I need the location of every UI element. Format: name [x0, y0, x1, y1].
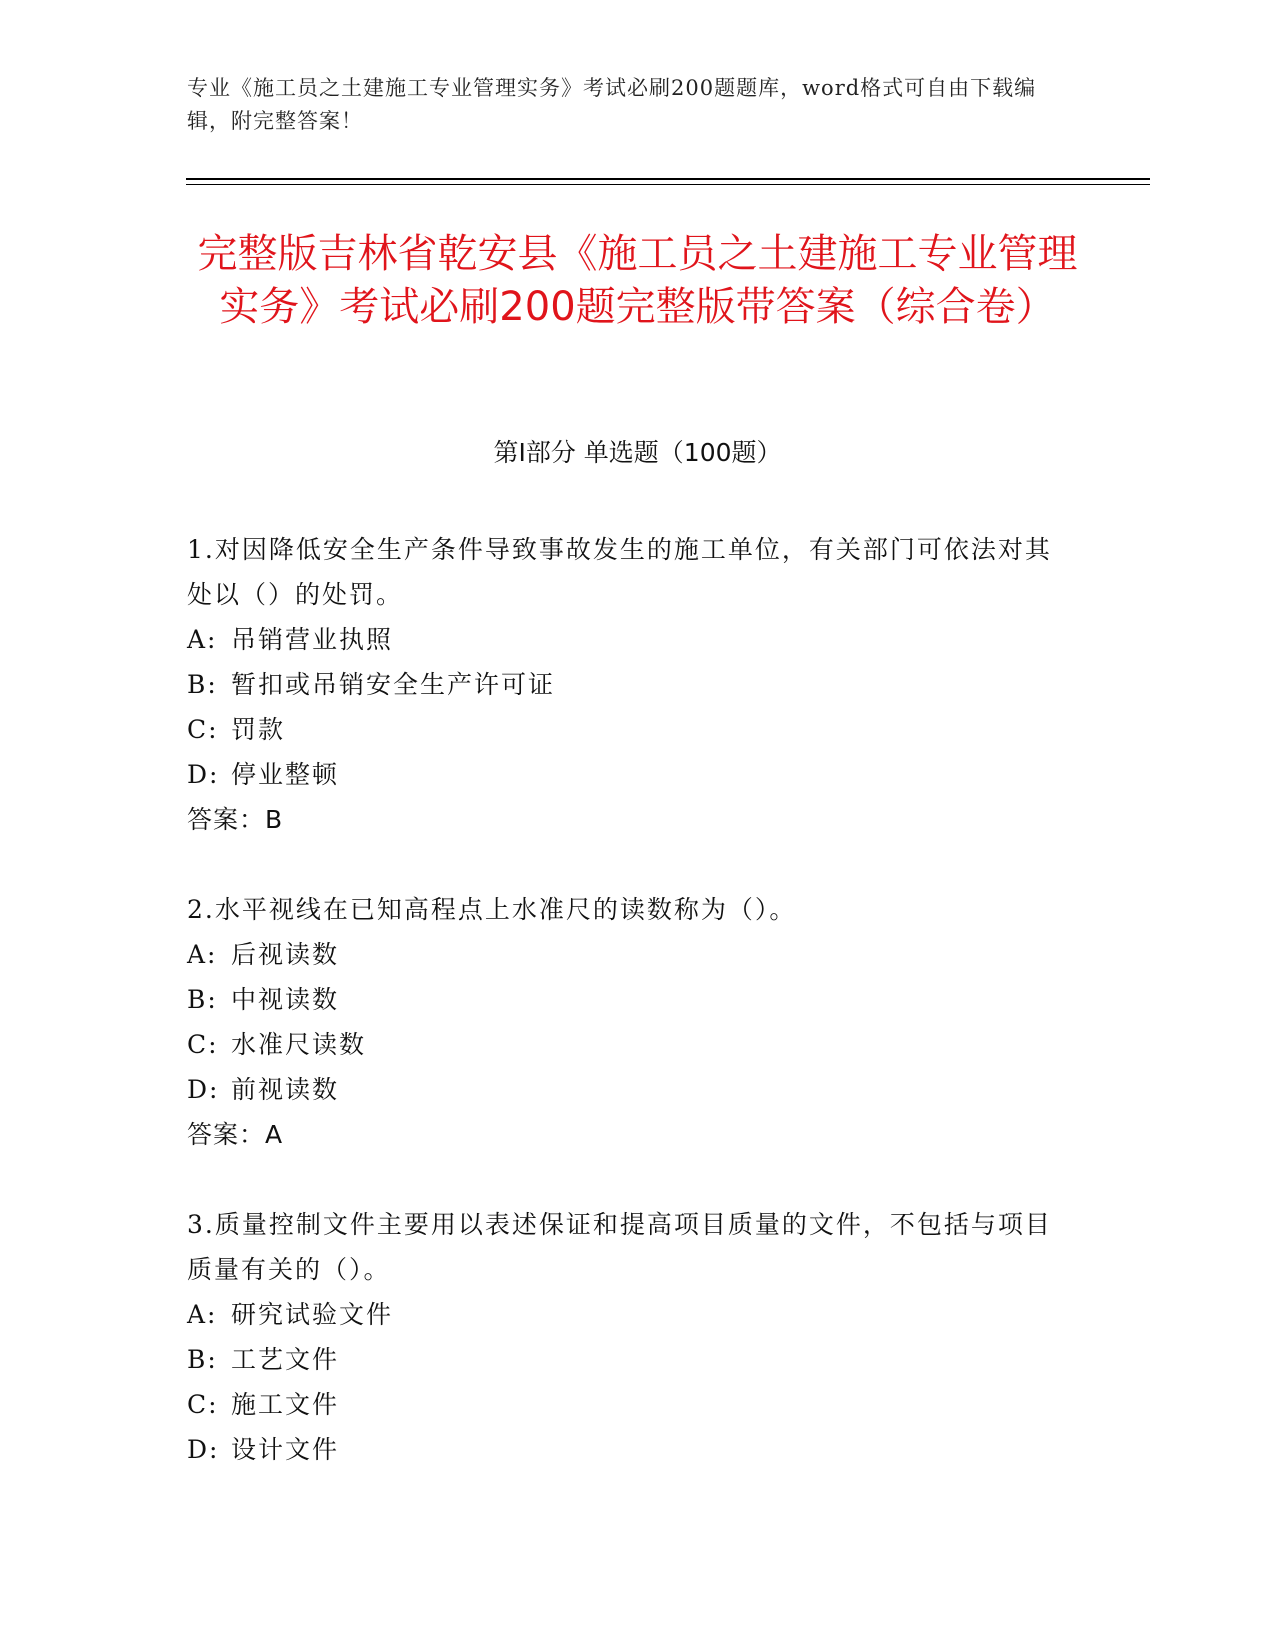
option-c [187, 707, 1067, 752]
answer-line: 答案：A [187, 1120, 284, 1149]
option-key: D: [187, 760, 220, 789]
option-d [187, 752, 1067, 797]
option-text: 后视读数 [231, 940, 340, 969]
option-a [187, 932, 1067, 977]
question-2 [187, 887, 1067, 1157]
option-b [187, 977, 1067, 1022]
option-d [187, 1427, 1067, 1472]
question-text: 2.水平视线在已知高程点上水准尺的读数称为（）。 [187, 895, 797, 924]
option-text: 吊销营业执照 [231, 625, 394, 654]
header-note: 专业《施工员之土建施工专业管理实务》考试必刷200题题库，word格式可自由下载编辑，附完整答案！ [187, 76, 1037, 133]
option-d [187, 1067, 1067, 1112]
option-key: A: [187, 1300, 218, 1329]
option-text: 暂扣或吊销安全生产许可证 [231, 670, 556, 699]
option-text: 设计文件 [231, 1435, 340, 1464]
option-c [187, 1022, 1067, 1067]
question-1 [187, 527, 1067, 842]
option-key: A: [187, 940, 218, 969]
option-text: 前视读数 [231, 1075, 340, 1104]
option-key: D: [187, 1075, 220, 1104]
option-key: B: [187, 670, 218, 699]
header-rule-thick [186, 178, 1150, 180]
question-3 [187, 1202, 1067, 1472]
header-rule-thin [186, 184, 1150, 185]
section-heading: 第Ⅰ部分 单选题（100题） [493, 438, 782, 467]
option-text: 施工文件 [231, 1390, 340, 1419]
option-b [187, 1337, 1067, 1382]
option-key: B: [187, 985, 218, 1014]
document-title: 完整版吉林省乾安县《施工员之土建施工专业管理实务》考试必刷200题完整版带答案（综合卷） [197, 231, 1078, 330]
option-key: C: [187, 1030, 219, 1059]
question-text: 3.质量控制文件主要用以表述保证和提高项目质量的文件，不包括与项目质量有关的（）。 [187, 1210, 1052, 1284]
option-c [187, 1382, 1067, 1427]
question-list [187, 527, 1067, 1517]
option-key: A: [187, 625, 218, 654]
option-text: 罚款 [231, 715, 286, 744]
option-a [187, 617, 1067, 662]
option-key: C: [187, 715, 219, 744]
option-text: 研究试验文件 [231, 1300, 394, 1329]
option-text: 停业整顿 [231, 760, 340, 789]
option-text: 工艺文件 [231, 1345, 340, 1374]
answer-line: 答案：B [187, 805, 284, 834]
option-text: 水准尺读数 [231, 1030, 367, 1059]
question-text: 1.对因降低安全生产条件导致事故发生的施工单位，有关部门可依法对其处以（）的处罚。 [187, 535, 1052, 609]
option-key: D: [187, 1435, 220, 1464]
option-text: 中视读数 [231, 985, 340, 1014]
option-key: C: [187, 1390, 219, 1419]
option-b [187, 662, 1067, 707]
option-key: B: [187, 1345, 218, 1374]
option-a [187, 1292, 1067, 1337]
